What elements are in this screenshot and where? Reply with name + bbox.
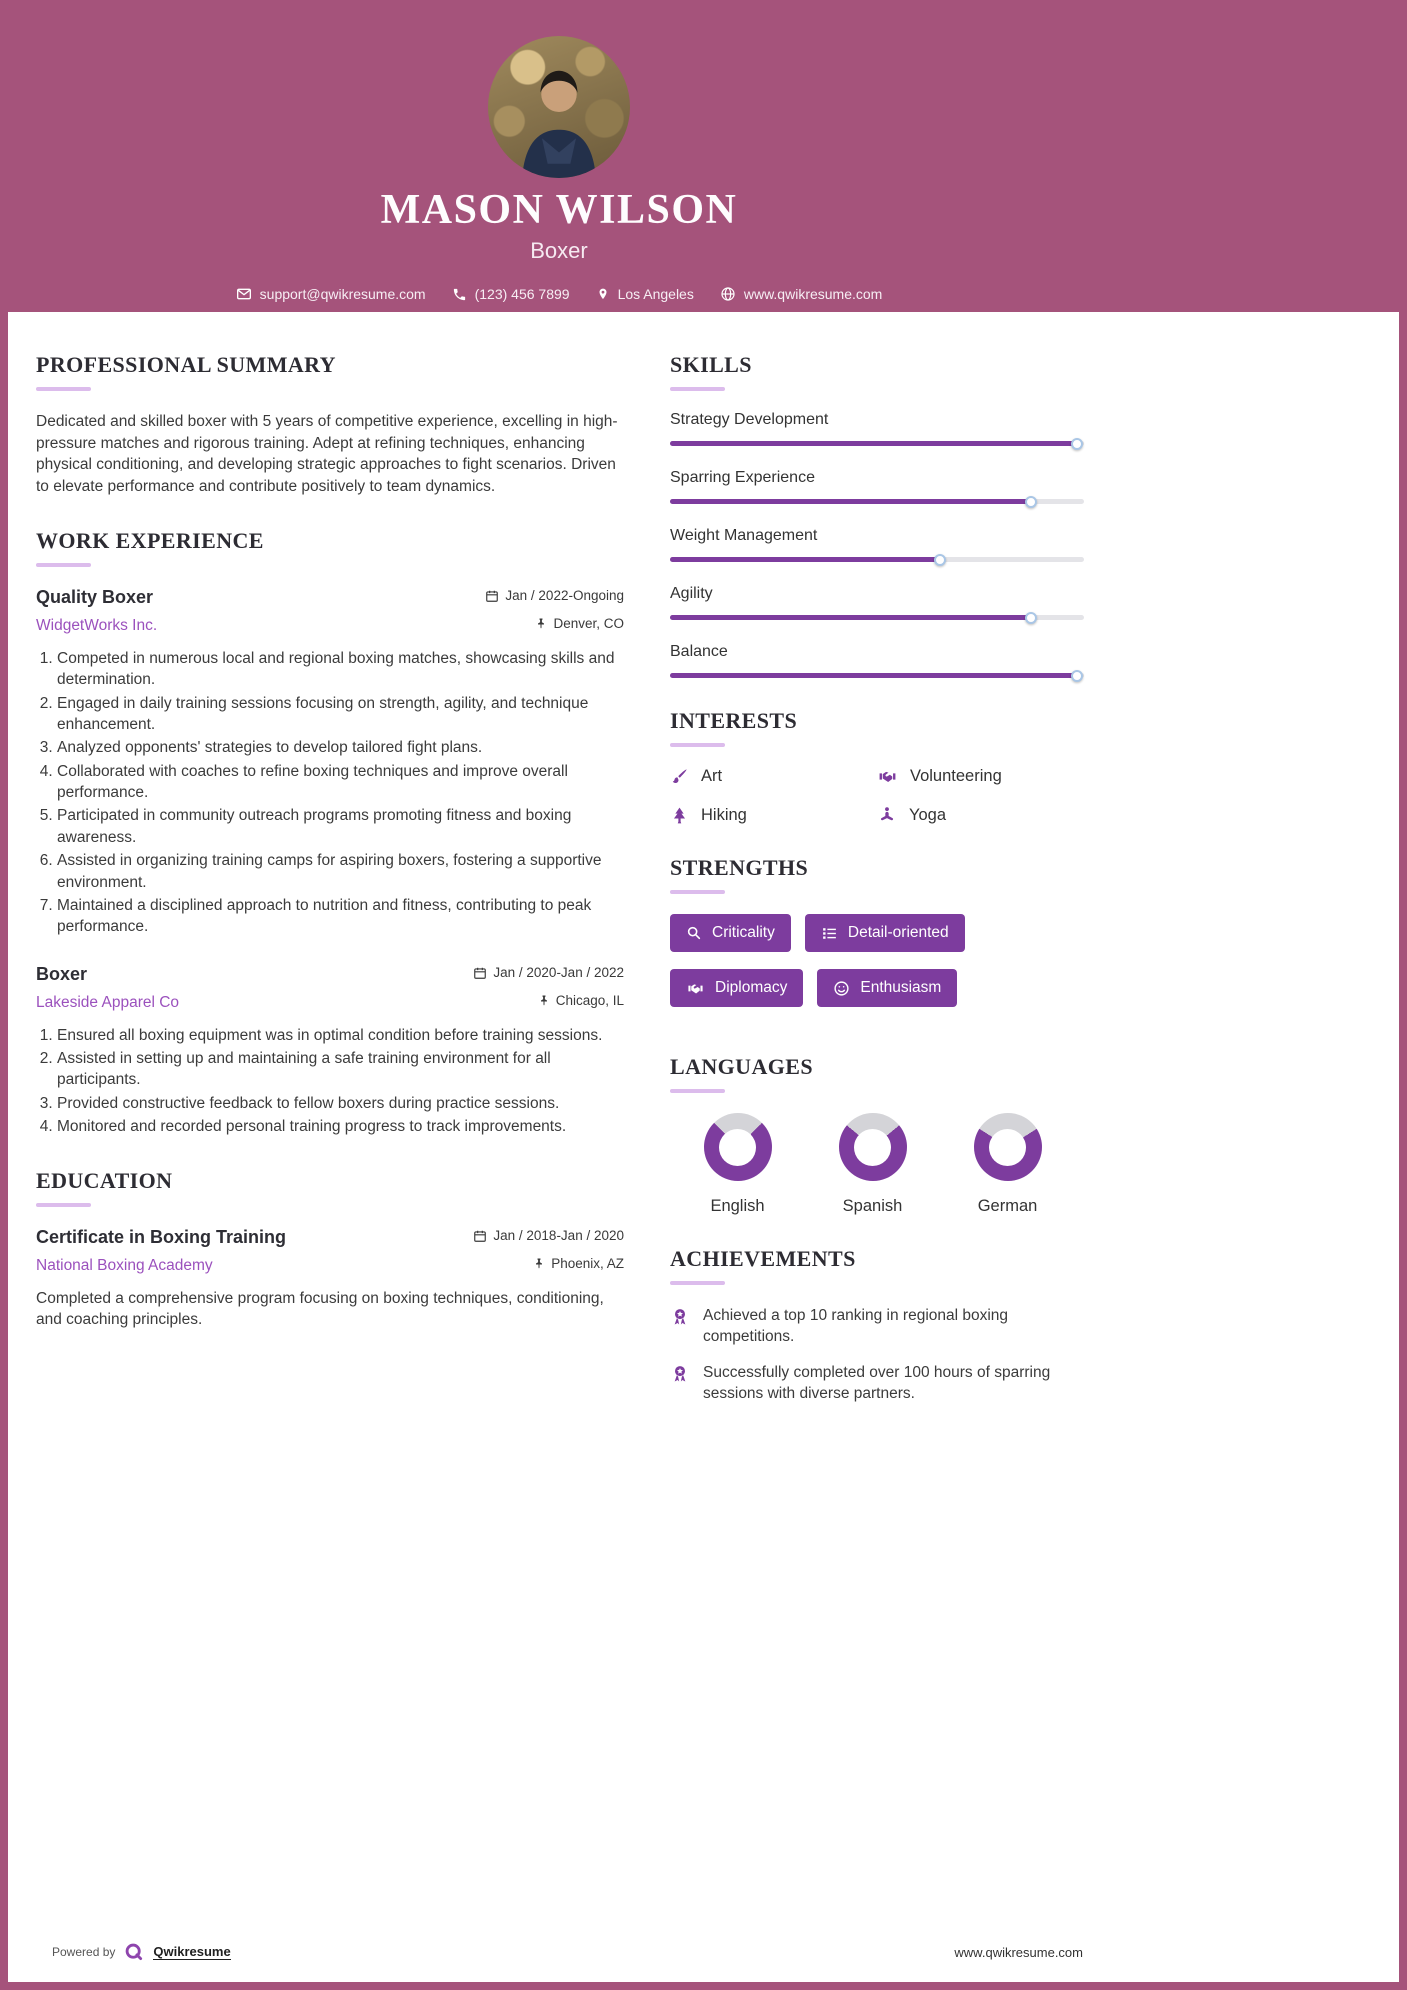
interest-item (670, 805, 877, 825)
experience-bullet: 4. Collaborated with coaches to refine boxing techniques and improve overall performance. (57, 761, 624, 804)
email-icon (236, 286, 252, 302)
strength-label: Enthusiasm (860, 979, 942, 996)
section-interests (670, 708, 1084, 825)
skill-bar-track (670, 499, 1084, 504)
achievement-item (670, 1305, 1084, 1348)
contact-location (596, 286, 694, 302)
contact-phone-text: (123) 456 7899 (474, 286, 570, 303)
skill-row (670, 527, 1084, 562)
skill-bar-track (670, 557, 1084, 562)
qwikresume-brand-link[interactable]: Qwikresume (153, 1944, 231, 1959)
section-languages (670, 1054, 1084, 1216)
experience-bullet: 4. Monitored and recorded personal training progress to track improvements. (57, 1116, 624, 1137)
skill-name: Agility (670, 585, 713, 602)
donut-hole (719, 1129, 756, 1166)
language-label: Spanish (842, 1197, 903, 1215)
achievement-text: Achieved a top 10 ranking in regional boxing competitions. (703, 1307, 1009, 1346)
job-company[interactable]: Lakeside Apparel Co (36, 993, 180, 1011)
experience-bullet: 5. Participated in community outreach programs promoting fitness and boxing awareness. (57, 805, 624, 848)
job-title: Boxer (36, 963, 88, 984)
contact-row (8, 286, 1110, 302)
education-location-text: Phoenix, AZ (551, 1255, 624, 1271)
resume-body (8, 312, 1399, 1435)
section-education (36, 1168, 624, 1331)
job-company[interactable]: WidgetWorks Inc. (36, 616, 158, 634)
handshake-icon (686, 980, 705, 997)
interest-label: Hiking (701, 805, 747, 824)
powered-by-label: Powered by (52, 1945, 116, 1959)
language-donut-chart (704, 1113, 772, 1181)
pushpin-icon (535, 617, 547, 630)
skill-name: Weight Management (670, 527, 818, 544)
contact-phone (452, 286, 570, 302)
skills-heading: SKILLS (670, 352, 752, 377)
language-donut-chart (974, 1113, 1042, 1181)
job-entry (36, 587, 624, 938)
skill-bar-knob[interactable] (1071, 670, 1083, 682)
skill-row (670, 585, 1084, 620)
experience-bullet: 2. Engaged in daily training sessions focusing on strength, agility, and technique enhancement. (57, 693, 624, 736)
skill-bar-knob[interactable] (934, 554, 946, 566)
education-title: Certificate in Boxing Training (36, 1226, 287, 1247)
tree-icon (670, 806, 689, 825)
strength-chip-criticality (670, 914, 791, 952)
candidate-title: Boxer (530, 238, 588, 264)
skill-bar-knob[interactable] (1025, 612, 1037, 624)
left-column (36, 352, 624, 1435)
interest-item (877, 805, 1084, 825)
interests-heading: INTERESTS (670, 708, 798, 733)
language-label: English (710, 1197, 765, 1215)
education-dates-text: Jan / 2018-Jan / 2020 (493, 1228, 624, 1243)
summary-text: Dedicated and skilled boxer with 5 years of competitive experience, excelling in high-pressure matches and rigorous training. Adept at refining techniques, enhancing physical conditioning, and developing strategic approaches to fight scenarios. Driven to elevate performance and contribute positively to team dynamics. (36, 413, 618, 496)
interest-label: Art (701, 767, 723, 785)
heading-underline (36, 1203, 91, 1207)
donut-hole (854, 1129, 891, 1166)
candidate-name: MASON WILSON (380, 187, 738, 233)
heading-underline (670, 743, 725, 747)
education-school[interactable]: National Boxing Academy (36, 1256, 213, 1274)
strength-chip-detail-oriented (805, 914, 965, 952)
right-column (670, 352, 1084, 1435)
language-label: German (977, 1197, 1038, 1215)
achievement-text: Successfully completed over 100 hours of sparring sessions with diverse partners. (703, 1363, 1051, 1403)
profile-photo (488, 36, 630, 178)
skill-bar-knob[interactable] (1025, 496, 1037, 508)
heading-underline (670, 1281, 725, 1285)
skill-bar-track (670, 441, 1084, 446)
paintbrush-icon (670, 767, 689, 786)
pushpin-icon (533, 1257, 545, 1270)
section-work-experience (36, 528, 624, 1138)
language-item (940, 1113, 1075, 1216)
phone-icon (452, 287, 467, 302)
calendar-icon (473, 1229, 487, 1243)
skill-row (670, 469, 1084, 504)
skill-row (670, 643, 1084, 678)
page-footer (52, 1942, 1083, 1962)
language-item (805, 1113, 940, 1216)
heading-underline (670, 890, 725, 894)
resume-header (8, 8, 1399, 312)
donut-hole (989, 1129, 1026, 1166)
strength-label: Diplomacy (715, 979, 788, 996)
heading-underline (670, 387, 725, 391)
language-donut-chart (839, 1113, 907, 1181)
skill-bar-track (670, 673, 1084, 678)
job-location-text: Chicago, IL (555, 992, 624, 1008)
globe-icon (720, 286, 736, 302)
interest-label: Yoga (909, 805, 947, 824)
skill-name: Balance (670, 643, 728, 660)
job-title: Quality Boxer (36, 586, 154, 607)
list-icon (821, 925, 838, 942)
skill-bar-fill (670, 499, 1030, 504)
experience-bullet: 1. Ensured all boxing equipment was in optimal condition before training sessions. (57, 1025, 624, 1046)
job-dates (473, 965, 624, 980)
location-icon (596, 287, 610, 302)
yoga-icon (877, 805, 897, 825)
section-achievements (670, 1246, 1084, 1405)
summary-heading: PROFESSIONAL SUMMARY (36, 352, 336, 377)
handshake-icon (877, 767, 898, 786)
interest-item (670, 767, 877, 786)
education-dates (473, 1228, 624, 1243)
achievement-item (670, 1362, 1084, 1405)
heading-underline (36, 563, 91, 567)
skill-bar-fill (670, 615, 1030, 620)
experience-bullet: 1. Competed in numerous local and regional boxing matches, showcasing skills and determination. (57, 648, 624, 691)
skill-bar-fill (670, 441, 1076, 446)
footer-website: www.qwikresume.com (954, 1944, 1083, 1960)
job-location (538, 993, 624, 1008)
strength-chip-diplomacy (670, 969, 803, 1007)
contact-email-text: support@qwikresume.com (259, 286, 426, 303)
qwikresume-logo-icon (124, 1942, 144, 1962)
contact-website-text: www.qwikresume.com (743, 286, 883, 303)
skill-name: Strategy Development (670, 411, 829, 428)
interest-item (877, 767, 1084, 786)
section-strengths (670, 855, 1084, 1024)
education-description: Completed a comprehensive program focusing on boxing techniques, conditioning, and coaching principles. (36, 1289, 604, 1329)
experience-bullet: 2. Assisted in setting up and maintaining a safe training environment for all participants. (57, 1048, 624, 1091)
languages-heading: LANGUAGES (670, 1054, 813, 1079)
job-location (535, 616, 624, 631)
interest-label: Volunteering (910, 767, 1002, 785)
strength-label: Detail-oriented (847, 924, 949, 941)
award-icon (670, 1307, 690, 1327)
heading-underline (36, 387, 91, 391)
magnifier-icon (686, 925, 702, 941)
job-location-text: Denver, CO (553, 615, 624, 631)
profile-photo-silhouette (488, 36, 630, 178)
language-item (670, 1113, 805, 1216)
job-dates-text: Jan / 2020-Jan / 2022 (493, 965, 624, 981)
section-summary (36, 352, 624, 498)
skill-bar-track (670, 615, 1084, 620)
experience-bullet: 6. Assisted in organizing training camps for aspiring boxers, fostering a supportive environment. (57, 850, 624, 893)
strengths-heading: STRENGTHS (670, 855, 809, 880)
skill-name: Sparring Experience (670, 469, 815, 486)
experience-bullet: 3. Provided constructive feedback to fellow boxers during practice sessions. (57, 1093, 624, 1114)
job-entry (36, 964, 624, 1138)
pushpin-icon (538, 994, 550, 1007)
achievements-heading: ACHIEVEMENTS (670, 1246, 856, 1271)
heading-underline (670, 1089, 725, 1093)
job-dates-text: Jan / 2022-Ongoing (505, 588, 624, 604)
education-entry (36, 1227, 624, 1331)
experience-bullet: 3. Analyzed opponents' strategies to develop tailored fight plans. (57, 737, 624, 758)
smiley-icon (833, 980, 850, 997)
job-bullet-list (36, 1025, 624, 1138)
education-heading: EDUCATION (36, 1167, 173, 1193)
award-icon (670, 1364, 690, 1384)
skill-bar-fill (670, 557, 939, 562)
contact-website[interactable] (720, 286, 882, 302)
strength-chip-enthusiasm (817, 969, 957, 1007)
job-bullet-list (36, 648, 624, 938)
contact-email[interactable] (236, 286, 426, 302)
job-dates (485, 588, 624, 603)
section-skills (670, 352, 1084, 678)
strength-label: Criticality (712, 924, 775, 941)
contact-location-text: Los Angeles (617, 286, 694, 303)
education-location (533, 1256, 624, 1271)
experience-bullet: 7. Maintained a disciplined approach to nutrition and fitness, contributing to peak performance. (57, 895, 624, 938)
calendar-icon (473, 966, 487, 980)
skill-bar-knob[interactable] (1071, 438, 1083, 450)
calendar-icon (485, 589, 499, 603)
work-experience-heading: WORK EXPERIENCE (36, 527, 264, 553)
skill-bar-fill (670, 673, 1076, 678)
skill-row (670, 411, 1084, 446)
